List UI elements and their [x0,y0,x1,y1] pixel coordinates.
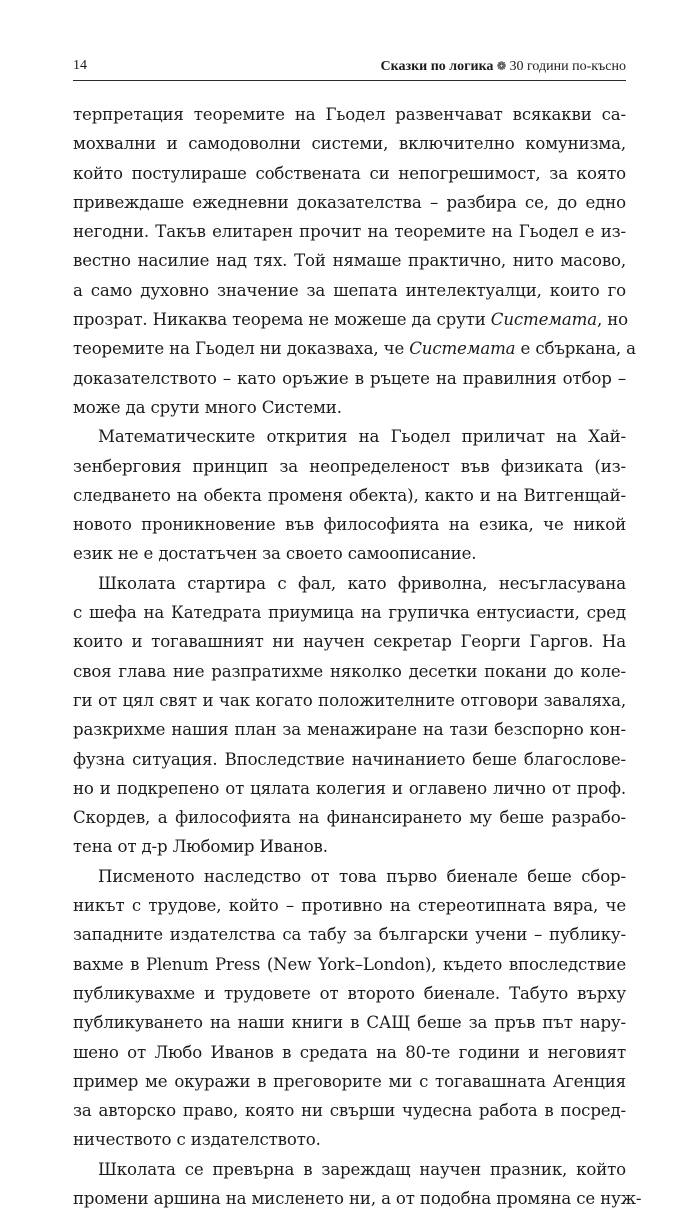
text-line [73,129,626,158]
text-line [73,1008,626,1037]
text-run: теоремите на Гьодел ни доказваха, че [73,339,410,359]
text-line [73,452,626,481]
text-line [73,686,626,715]
text-run: пример ме окуражи в преговорите ми с тогавашната Агенция [73,1071,626,1091]
text-line [73,1038,626,1067]
text-run: , но [596,310,628,330]
text-run: привеждаше ежедневни доказателства – разбира се, до едно [73,192,626,212]
text-run: за авторско право, която ни свърши чудесна работа в посред- [73,1101,626,1121]
italic-term: Системата [409,339,516,359]
text-run: ги от цял свят и чак когато положителните отговори заваляха, [73,690,626,710]
text-line [73,1184,642,1213]
text-run: новото проникновение във философията на езика, че никой [73,515,626,535]
running-title [381,56,627,77]
text-line [73,1067,626,1096]
text-run: никът с трудове, който – противно на стереотипната вяра, че [73,896,626,916]
text-run: шено от Любо Иванов в средата на 80-те години и неговият [73,1042,626,1062]
text-line [73,774,626,803]
text-run: който постулираше собствената си непогрешимост, за която [73,163,626,183]
text-run: може да срути много Системи. [73,397,342,417]
text-line [73,334,636,363]
text-run: Школата стартира с фал, като фриволна, несъгласувана [98,573,626,593]
text-run: промени аршина на мисленето ни, а от подобна промяна се нуж- [73,1188,642,1208]
text-line [73,920,626,949]
flower-ornament-icon: ❁ [496,59,507,73]
text-line [73,100,626,129]
text-line [73,539,626,568]
text-line [73,246,626,275]
text-run: мохвални и самодоволни системи, включително комунизма, [73,134,626,154]
text-line [73,950,626,979]
book-title: Сказки по логика [380,59,494,74]
text-line [73,159,626,188]
body-text [73,100,642,1213]
text-run: ничеството с издателството. [73,1130,321,1150]
text-run: Писменото наследство от това първо биенале беше сбор- [98,866,626,886]
text-run: следването на обекта променя обекта), както и на Витгенщай- [73,485,626,505]
text-line [73,803,626,832]
book-subtitle: 30 години по-късно [509,59,626,74]
text-line [73,1096,626,1125]
text-run: разкрихме нашия план за менажиране на тази безспорно кон- [73,720,626,740]
text-line [73,217,626,246]
text-run: публикувахме и трудовете от второто биенале. Табуто върху [73,983,626,1003]
text-run: но и подкрепено от цялата колегия и оглавено лично от проф. [73,778,626,798]
text-run: западните издателства са табу за български учени – публику- [73,925,626,945]
text-line [73,276,626,305]
page-number: 14 [73,58,87,73]
text-run: е сбъркана, а [515,339,636,359]
text-line [73,481,626,510]
text-line [73,745,626,774]
text-line [73,627,626,656]
text-line [73,1155,626,1184]
text-run: които и тогавашният ни научен секретар Георги Гаргов. На [73,632,626,652]
text-run: негодни. Такъв елитарен прочит на теоремите на Гьодел е из- [73,222,626,242]
text-line [73,715,626,744]
text-line [73,305,626,334]
italic-term: Системата [490,310,597,330]
text-run: Школата се превърна в зареждащ научен празник, който [98,1159,626,1179]
text-line [73,393,626,422]
text-line [73,891,626,920]
text-run: прозрат. Никаква теорема не можеше да срути [73,310,491,330]
text-line [73,510,626,539]
text-line [73,598,626,627]
text-run: а само духовно значение за шепата интелектуалци, които го [73,280,626,300]
text-run: зенберговия принцип за неопределеност във физиката (из- [73,456,626,476]
text-line [73,1125,626,1154]
text-line [73,832,626,861]
text-line [73,979,626,1008]
running-head [73,56,626,76]
text-line [73,188,626,217]
text-run: доказателството – като оръжие в ръцете на правилния отбор – [73,368,626,388]
text-run: тена от д-р Любомир Иванов. [73,837,328,857]
text-line [73,862,626,891]
text-run: фузна ситуация. Впоследствие начинанието беше благослове- [73,749,626,769]
text-run: публикуването на наши книги в САЩ беше за пръв път нару- [73,1013,626,1033]
text-line [73,569,626,598]
text-line [73,657,626,686]
text-run: вахме в Plenum Press (New York–London), където впоследствие [73,954,626,974]
text-run: своя глава ние разпратихме няколко десетки покани до коле- [73,661,626,681]
text-run: с шефа на Катедрата приумица на групичка ентусиасти, сред [73,603,626,623]
text-run: език не е достатъчен за своето самоописание. [73,544,477,564]
header-rule [73,80,626,81]
text-run: вестно насилие над тях. Той нямаше практично, нито масово, [73,251,626,271]
text-run: Математическите открития на Гьодел приличат на Хай- [98,427,626,447]
text-line [73,422,626,451]
text-line [73,364,626,393]
text-run: Скордев, а философията на финансирането му беше разрабо- [73,808,626,828]
text-run: терпретация теоремите на Гьодел развенчават всякакви са- [73,105,626,124]
